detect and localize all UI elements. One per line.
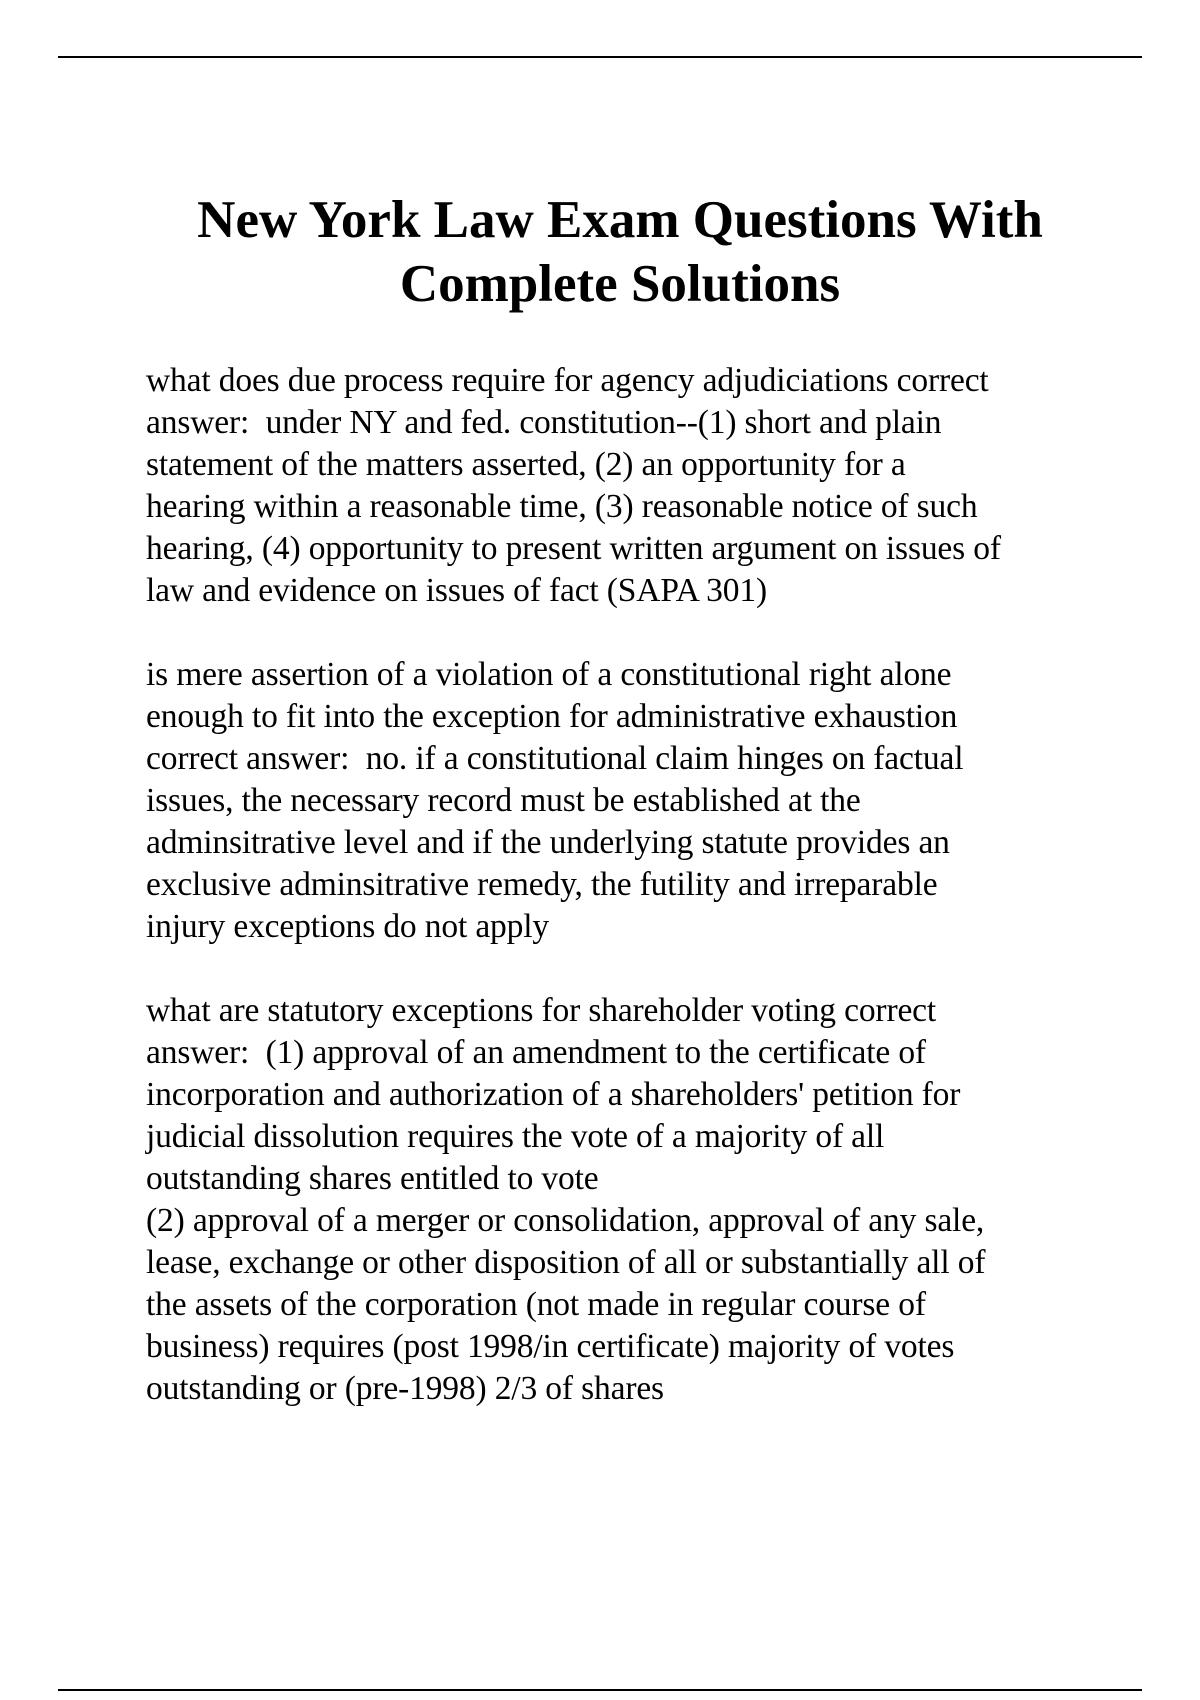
qa-paragraph-administrative-exhaustion <box>146 654 1146 948</box>
bottom-divider <box>58 1689 1142 1691</box>
text-line: answer: (1) approval of an amendment to the certificate of <box>146 1034 926 1071</box>
document-body <box>146 360 1146 1452</box>
document-title <box>100 188 1140 316</box>
text-line: adminsitrative level and if the underlying statute provides an <box>146 824 950 861</box>
text-line: hearing, (4) opportunity to present written argument on issues of <box>146 530 1001 567</box>
text-line: exclusive adminsitrative remedy, the futility and irreparable <box>146 866 938 903</box>
text-line: what are statutory exceptions for shareholder voting correct <box>146 992 937 1029</box>
text-line: business) requires (post 1998/in certificate) majority of votes <box>146 1328 955 1365</box>
text-line: judicial dissolution requires the vote of a majority of all <box>146 1118 885 1155</box>
text-line: statement of the matters asserted, (2) an opportunity for a <box>146 446 906 483</box>
text-line: issues, the necessary record must be established at the <box>146 782 861 819</box>
qa-paragraph-due-process <box>146 360 1146 612</box>
text-line: answer: under NY and fed. constitution--(1) short and plain <box>146 404 942 441</box>
title-line: New York Law Exam Questions With <box>197 191 1043 249</box>
text-line: the assets of the corporation (not made in regular course of <box>146 1286 926 1323</box>
text-line: outstanding shares entitled to vote <box>146 1160 599 1197</box>
text-line: outstanding or (pre-1998) 2/3 of shares <box>146 1370 664 1407</box>
text-line: what does due process require for agency adjudiciations correct <box>146 362 989 399</box>
top-divider <box>58 56 1142 58</box>
text-line: enough to fit into the exception for administrative exhaustion <box>146 698 958 735</box>
text-line: correct answer: no. if a constitutional claim hinges on factual <box>146 740 964 777</box>
text-line: incorporation and authorization of a shareholders' petition for <box>146 1076 961 1113</box>
text-line: injury exceptions do not apply <box>146 908 550 945</box>
text-line: (2) approval of a merger or consolidation, approval of any sale, <box>146 1202 985 1239</box>
text-line: is mere assertion of a violation of a constitutional right alone <box>146 656 952 693</box>
text-line: hearing within a reasonable time, (3) reasonable notice of such <box>146 488 978 525</box>
text-line: law and evidence on issues of fact (SAPA 301) <box>146 572 767 609</box>
qa-paragraph-shareholder-voting <box>146 990 1146 1410</box>
title-line: Complete Solutions <box>399 255 841 313</box>
text-line: lease, exchange or other disposition of all or substantially all of <box>146 1244 986 1281</box>
